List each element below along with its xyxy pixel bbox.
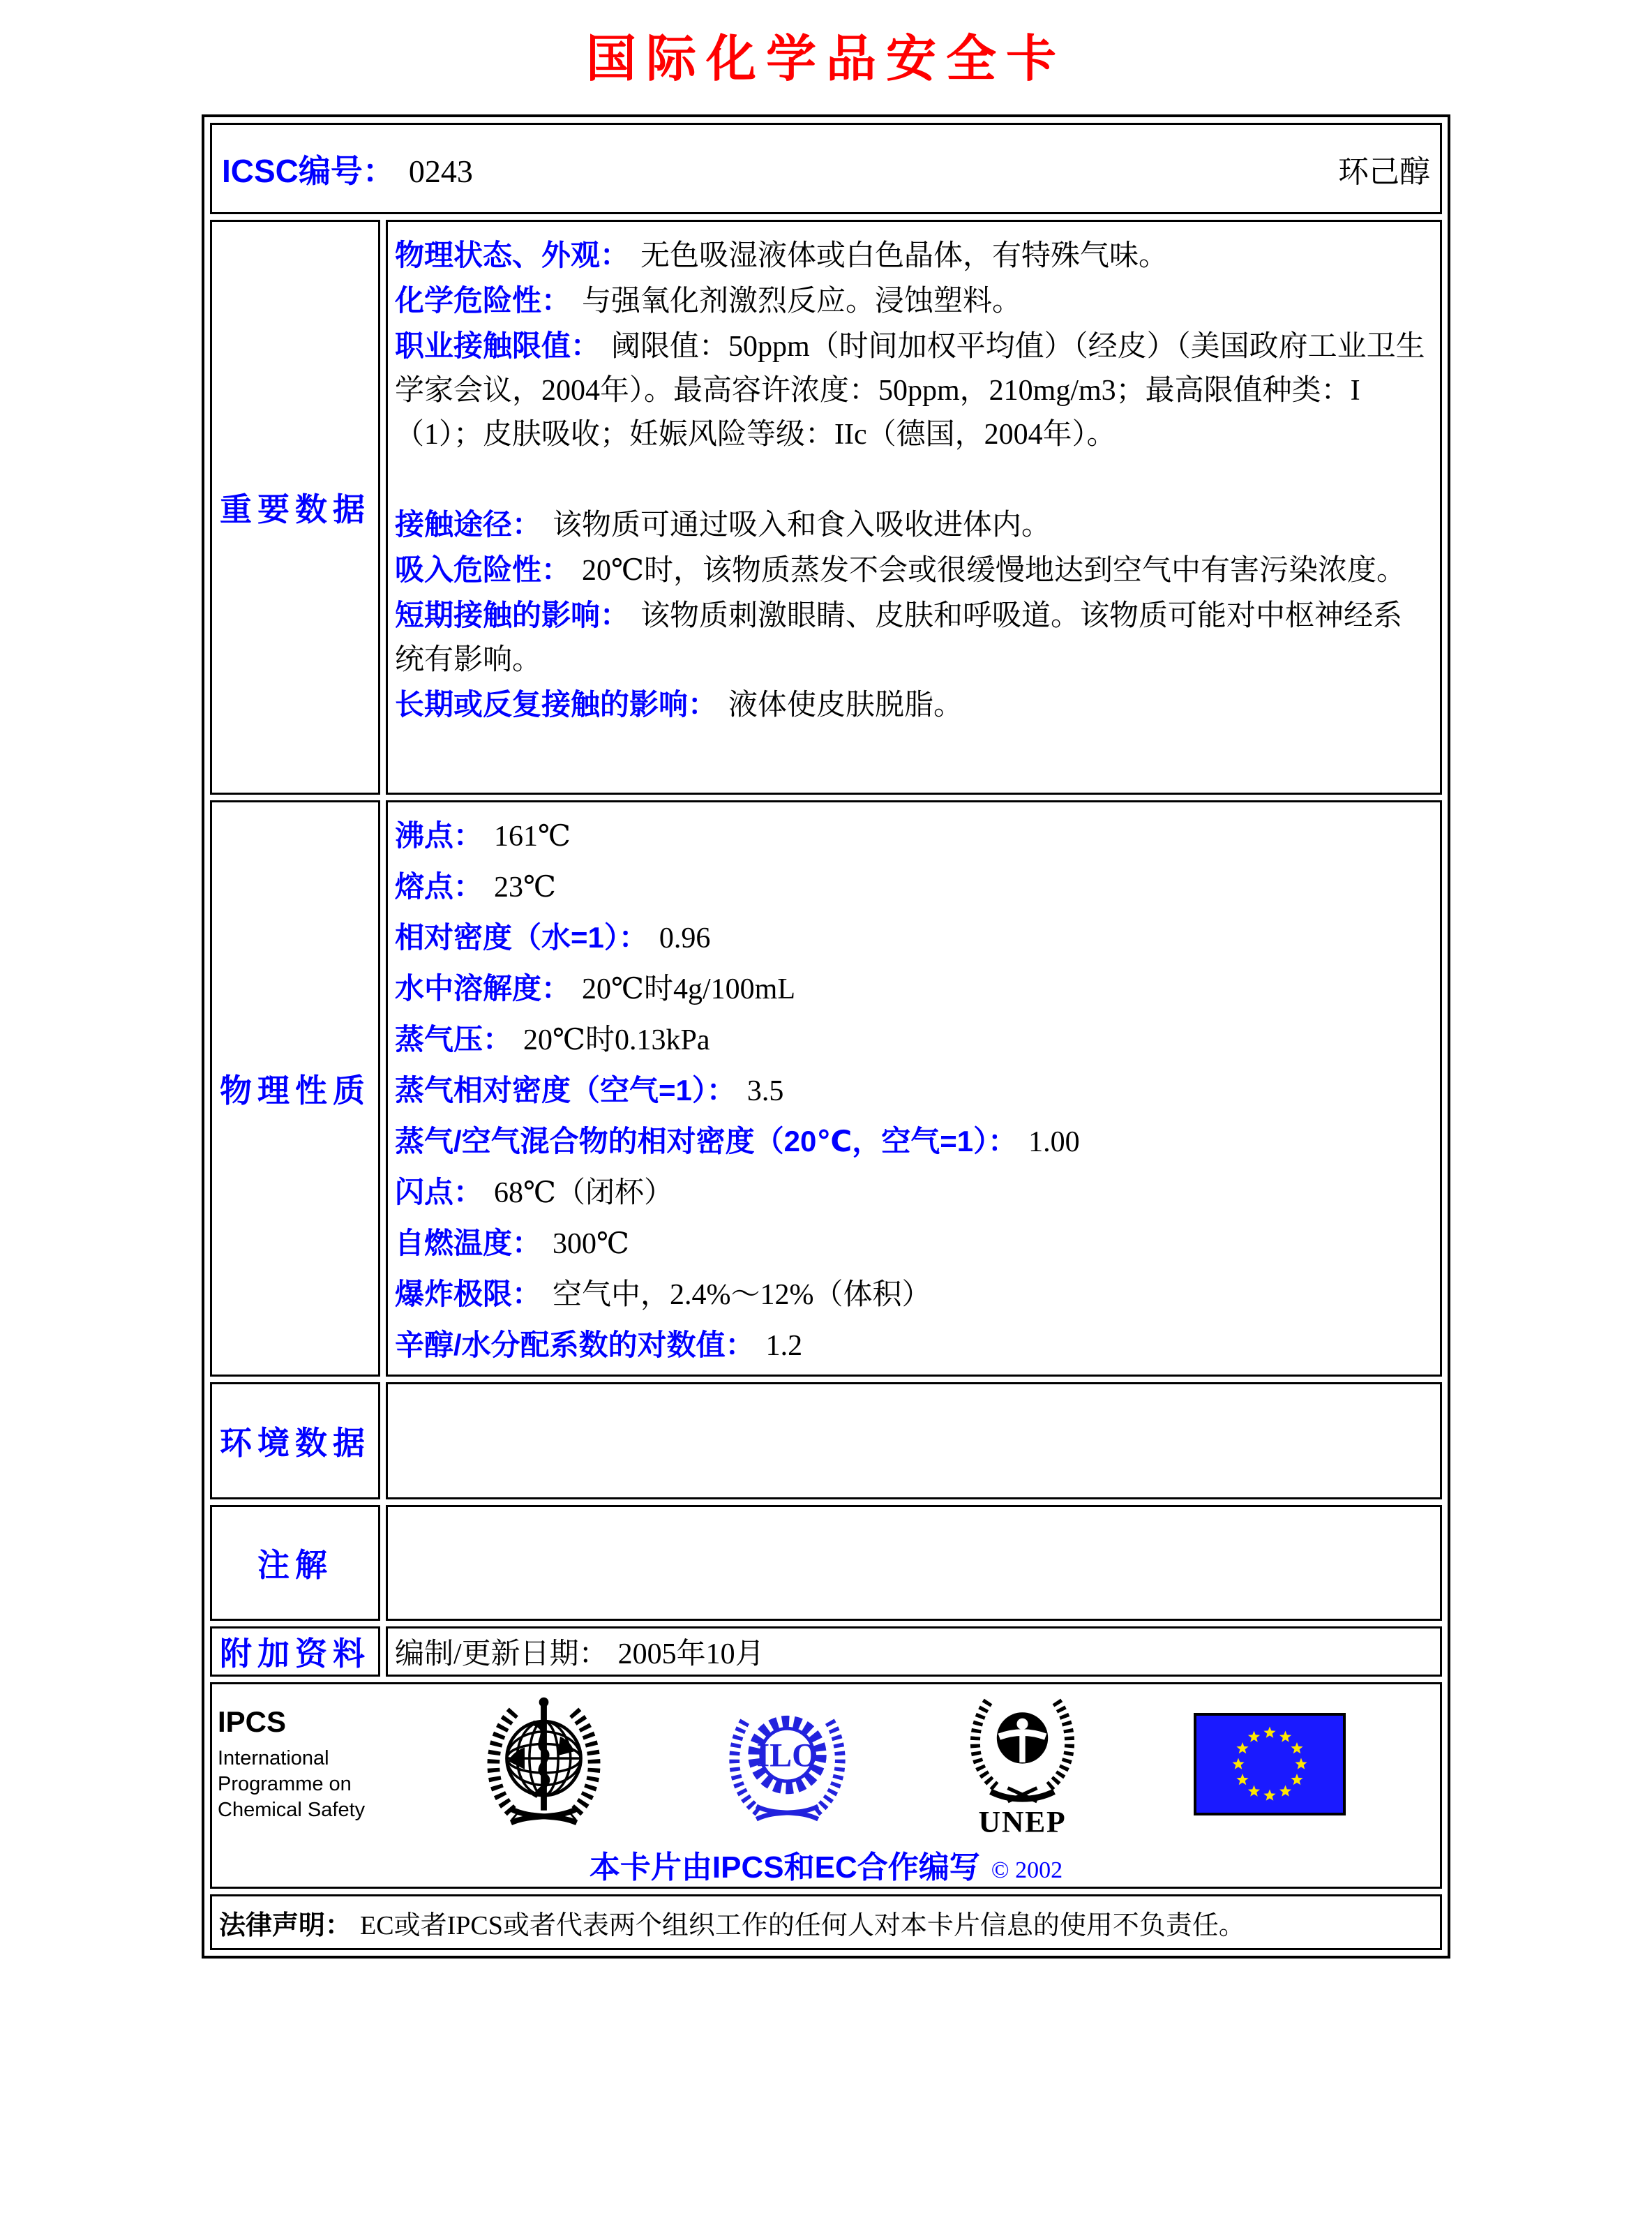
field-label: 闪点： — [395, 1176, 483, 1208]
ipcs-subtitle-line: International — [218, 1746, 329, 1769]
field-line — [395, 1065, 1432, 1116]
field-label: 熔点： — [395, 870, 483, 903]
field-label: 物理状态、外观： — [395, 239, 630, 271]
environmental-data-row — [210, 1382, 1442, 1499]
ipcs-title: IPCS — [218, 1705, 287, 1738]
field-line — [395, 233, 1432, 278]
field-line — [395, 1116, 1432, 1167]
field-label: 化学危险性： — [395, 284, 571, 317]
field-line — [395, 964, 1432, 1014]
icsc-number-label: ICSC编号： — [222, 152, 395, 189]
field-label: 相对密度（水=1）： — [395, 921, 648, 954]
footer-caption: 本卡片由IPCS和EC合作编写 — [589, 1850, 980, 1885]
field-line — [395, 913, 1432, 964]
field-line — [395, 1167, 1432, 1218]
icsc-number-group — [222, 146, 473, 192]
field-line — [395, 1269, 1432, 1320]
additional-info-row — [210, 1626, 1442, 1677]
field-label: 沸点： — [395, 819, 483, 852]
field-label: 爆炸极限： — [395, 1278, 542, 1310]
chemical-name: 环己醇 — [1338, 154, 1430, 189]
logos-cell — [210, 1682, 1442, 1889]
legal-cell — [210, 1894, 1442, 1950]
field-value: 该物质刺激眼睛、皮肤和呼吸道。该物质可能对中枢神经系统有影响。 — [395, 600, 1403, 676]
field-line — [395, 682, 1432, 728]
field-label: 长期或反复接触的影响： — [395, 688, 718, 721]
field-value: 空气中，2.4%～12%（体积） — [553, 1279, 931, 1311]
section-label-important-data: 重要数据 — [210, 220, 380, 795]
field-label: 蒸气/空气混合物的相对密度（20℃，空气=1）： — [395, 1125, 1018, 1158]
legal-text: EC或者IPCS或者代表两个组织工作的任何人对本卡片信息的使用不负责任。 — [360, 1910, 1245, 1940]
ilo-monogram-text: ILO — [756, 1737, 818, 1774]
page-title: 国际化学品安全卡 — [585, 31, 1066, 87]
ipcs-wordmark — [218, 1705, 365, 1823]
who-logo-icon — [475, 1690, 613, 1838]
field-line — [395, 593, 1432, 682]
section-label-environmental-data: 环境数据 — [210, 1382, 380, 1499]
field-value: 20℃时4g/100mL — [582, 973, 795, 1005]
blank-line — [395, 457, 1432, 502]
field-value: 液体使皮肤脱脂。 — [728, 689, 963, 721]
important-data-row — [210, 220, 1442, 795]
field-label: 职业接触限值： — [395, 329, 601, 362]
field-line — [395, 278, 1432, 324]
additional-info-content — [386, 1626, 1442, 1677]
notes-content — [386, 1505, 1442, 1621]
field-label: 蒸气相对密度（空气=1）： — [395, 1074, 736, 1107]
important-data-content — [386, 220, 1442, 795]
field-value: 68℃（闭杯） — [494, 1177, 673, 1209]
header-cell — [210, 123, 1442, 214]
field-value: 该物质可通过吸入和食入吸收进体内。 — [553, 509, 1051, 541]
field-line — [395, 862, 1432, 913]
footer-caption-row — [212, 1842, 1440, 1887]
physical-properties-content — [386, 800, 1442, 1377]
update-date-value: 2005年10月 — [617, 1638, 765, 1670]
field-line — [395, 1218, 1432, 1269]
header-row — [210, 123, 1442, 214]
unep-logo-icon — [961, 1689, 1083, 1839]
eu-flag-icon — [1194, 1713, 1346, 1815]
field-line — [395, 324, 1432, 457]
physical-properties-row — [210, 800, 1442, 1377]
field-line — [395, 1320, 1432, 1371]
legal-label: 法律声明： — [219, 1910, 352, 1940]
icsc-number-value: 0243 — [408, 153, 473, 189]
notes-row — [210, 1505, 1442, 1621]
field-value: 无色吸湿液体或白色晶体，有特殊气味。 — [640, 240, 1169, 272]
field-value: 1.00 — [1028, 1126, 1080, 1158]
field-value: 与强氧化剂激烈反应。浸蚀塑料。 — [582, 285, 1022, 317]
field-label: 自燃温度： — [395, 1227, 542, 1259]
section-label-notes: 注解 — [210, 1505, 380, 1621]
field-value: 1.2 — [765, 1330, 803, 1362]
field-label: 接触途径： — [395, 508, 542, 541]
environmental-data-content — [386, 1382, 1442, 1499]
legal-row — [210, 1894, 1442, 1950]
field-value: 阈限值：50ppm（时间加权平均值）（经皮）（美国政府工业卫生学家会议，2004年）。最高容许浓度：50ppm，210mg/m3；最高限值种类：I（1）；皮肤吸收；妊娠风险等级：IIc（德国，2004年）。 — [395, 331, 1425, 451]
field-label: 吸入危险性： — [395, 553, 571, 586]
field-line — [395, 1014, 1432, 1065]
field-label: 蒸气压： — [395, 1023, 513, 1056]
field-label: 短期接触的影响： — [395, 599, 630, 631]
field-value: 3.5 — [746, 1075, 784, 1107]
field-value: 161℃ — [494, 821, 571, 853]
footer-copyright: © 2002 — [991, 1857, 1063, 1883]
ilo-logo-icon — [723, 1698, 852, 1829]
field-value: 20℃时0.13kPa — [523, 1024, 710, 1056]
field-label: 辛醇/水分配系数的对数值： — [395, 1328, 755, 1361]
unep-wordmark-text: UNEP — [978, 1805, 1067, 1839]
field-line — [395, 548, 1432, 593]
field-line — [395, 502, 1432, 548]
section-label-additional-info: 附加资料 — [210, 1626, 380, 1677]
field-value: 20℃时，该物质蒸发不会或很缓慢地达到空气中有害污染浓度。 — [582, 555, 1406, 587]
update-date-label: 编制/更新日期： — [395, 1638, 608, 1670]
icsc-card-table — [202, 114, 1450, 1959]
field-value: 300℃ — [553, 1228, 629, 1260]
field-value: 0.96 — [659, 922, 711, 954]
field-value: 23℃ — [494, 871, 556, 904]
ipcs-subtitle-line: Chemical Safety — [218, 1798, 366, 1821]
field-line — [395, 811, 1432, 862]
section-label-physical-properties: 物理性质 — [210, 800, 380, 1377]
ipcs-subtitle-line: Programme on — [218, 1772, 352, 1795]
logos-row — [210, 1682, 1442, 1889]
field-label: 水中溶解度： — [395, 972, 571, 1005]
